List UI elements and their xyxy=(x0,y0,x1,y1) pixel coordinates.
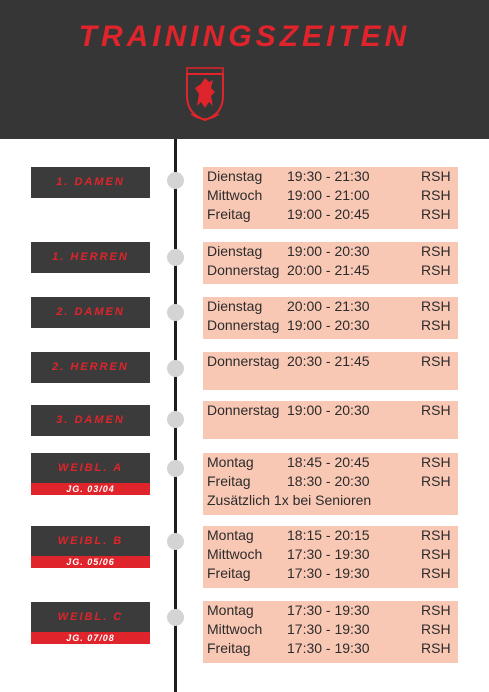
session-place: RSH xyxy=(421,402,451,418)
session-place: RSH xyxy=(421,527,451,543)
session-time: 18:45 - 20:45 xyxy=(287,454,370,470)
team-name: 1. DAMEN xyxy=(56,176,125,188)
session-time: 18:15 - 20:15 xyxy=(287,527,370,543)
team-name: 3. DAMEN xyxy=(56,414,125,426)
session-day: Freitag xyxy=(207,640,251,656)
session-row xyxy=(203,472,458,491)
team-label xyxy=(31,242,150,273)
team-name: WEIBL. C xyxy=(57,611,124,623)
session-day: Freitag xyxy=(207,473,251,489)
session-time: 19:00 - 20:30 xyxy=(287,317,370,333)
schedule-box xyxy=(203,601,458,663)
session-time: 17:30 - 19:30 xyxy=(287,621,370,637)
schedule-box xyxy=(203,352,458,390)
session-place: RSH xyxy=(421,546,451,562)
session-time: 20:00 - 21:45 xyxy=(287,262,370,278)
team-label xyxy=(31,526,150,568)
session-place: RSH xyxy=(421,317,451,333)
session-day: Montag xyxy=(207,454,254,470)
session-time: 18:30 - 20:30 xyxy=(287,473,370,489)
session-place: RSH xyxy=(421,565,451,581)
timeline-dot xyxy=(167,533,184,550)
team-label xyxy=(31,405,150,436)
timeline-dot xyxy=(167,411,184,428)
session-row xyxy=(203,297,458,316)
team-year-badge: JG. 05/06 xyxy=(31,556,150,568)
session-row xyxy=(203,401,458,420)
club-crest-icon xyxy=(183,66,227,122)
session-time: 17:30 - 19:30 xyxy=(287,565,370,581)
session-place: RSH xyxy=(421,262,451,278)
session-row xyxy=(203,205,458,224)
session-time: 20:00 - 21:30 xyxy=(287,298,370,314)
session-day: Montag xyxy=(207,602,254,618)
session-day: Freitag xyxy=(207,565,251,581)
team-name: WEIBL. A xyxy=(57,462,124,474)
team-name: 2. HERREN xyxy=(52,361,129,373)
session-time: 19:00 - 20:45 xyxy=(287,206,370,222)
session-row xyxy=(203,453,458,472)
team-name: 1. HERREN xyxy=(52,251,129,263)
session-day: Mittwoch xyxy=(207,187,263,203)
session-day: Donnerstag xyxy=(207,317,280,333)
session-time: 19:30 - 21:30 xyxy=(287,168,370,184)
session-place: RSH xyxy=(421,243,451,259)
session-place: RSH xyxy=(421,206,451,222)
schedule-box xyxy=(203,167,458,229)
session-time: 17:30 - 19:30 xyxy=(287,546,370,562)
session-row xyxy=(203,352,458,371)
schedule-box xyxy=(203,401,458,439)
timeline-dot xyxy=(167,172,184,189)
session-row xyxy=(203,316,458,335)
session-row xyxy=(203,242,458,261)
team-name: WEIBL. B xyxy=(57,535,124,547)
session-place: RSH xyxy=(421,454,451,470)
timeline-dot xyxy=(167,304,184,321)
session-row xyxy=(203,564,458,583)
session-row xyxy=(203,526,458,545)
session-row xyxy=(203,261,458,280)
session-row xyxy=(203,545,458,564)
timeline-dot xyxy=(167,360,184,377)
team-label xyxy=(31,352,150,383)
session-row xyxy=(203,601,458,620)
session-day: Dienstag xyxy=(207,298,263,314)
session-time: 20:30 - 21:45 xyxy=(287,353,370,369)
team-label xyxy=(31,167,150,198)
session-row xyxy=(203,620,458,639)
team-name: 2. DAMEN xyxy=(56,306,125,318)
session-row xyxy=(203,639,458,658)
page-title: TRAININGSZEITEN xyxy=(78,20,411,53)
schedule-box xyxy=(203,453,458,515)
session-day: Dienstag xyxy=(207,168,263,184)
session-row xyxy=(203,186,458,205)
session-day: Freitag xyxy=(207,206,251,222)
team-label xyxy=(31,453,150,495)
header-banner xyxy=(0,0,489,139)
timeline-dot xyxy=(167,460,184,477)
session-place: RSH xyxy=(421,602,451,618)
session-time: 17:30 - 19:30 xyxy=(287,602,370,618)
schedule-box xyxy=(203,526,458,588)
session-row xyxy=(203,167,458,186)
session-time: 19:00 - 20:30 xyxy=(287,402,370,418)
schedule-box xyxy=(203,242,458,284)
session-note: Zusätzlich 1x bei Senioren xyxy=(207,492,372,508)
session-place: RSH xyxy=(421,353,451,369)
session-time: 19:00 - 21:00 xyxy=(287,187,370,203)
team-year-badge: JG. 03/04 xyxy=(31,483,150,495)
session-day: Dienstag xyxy=(207,243,263,259)
team-year-badge: JG. 07/08 xyxy=(31,632,150,644)
schedule-box xyxy=(203,297,458,339)
session-place: RSH xyxy=(421,298,451,314)
session-place: RSH xyxy=(421,168,451,184)
timeline-dot xyxy=(167,609,184,626)
session-place: RSH xyxy=(421,473,451,489)
team-label xyxy=(31,297,150,328)
session-place: RSH xyxy=(421,640,451,656)
session-time: 19:00 - 20:30 xyxy=(287,243,370,259)
timeline-dot xyxy=(167,249,184,266)
session-time: 17:30 - 19:30 xyxy=(287,640,370,656)
team-label xyxy=(31,602,150,644)
session-day: Montag xyxy=(207,527,254,543)
session-day: Mittwoch xyxy=(207,621,263,637)
session-place: RSH xyxy=(421,187,451,203)
session-day: Donnerstag xyxy=(207,402,280,418)
session-day: Donnerstag xyxy=(207,353,280,369)
session-place: RSH xyxy=(421,621,451,637)
session-day: Mittwoch xyxy=(207,546,263,562)
session-day: Donnerstag xyxy=(207,262,280,278)
